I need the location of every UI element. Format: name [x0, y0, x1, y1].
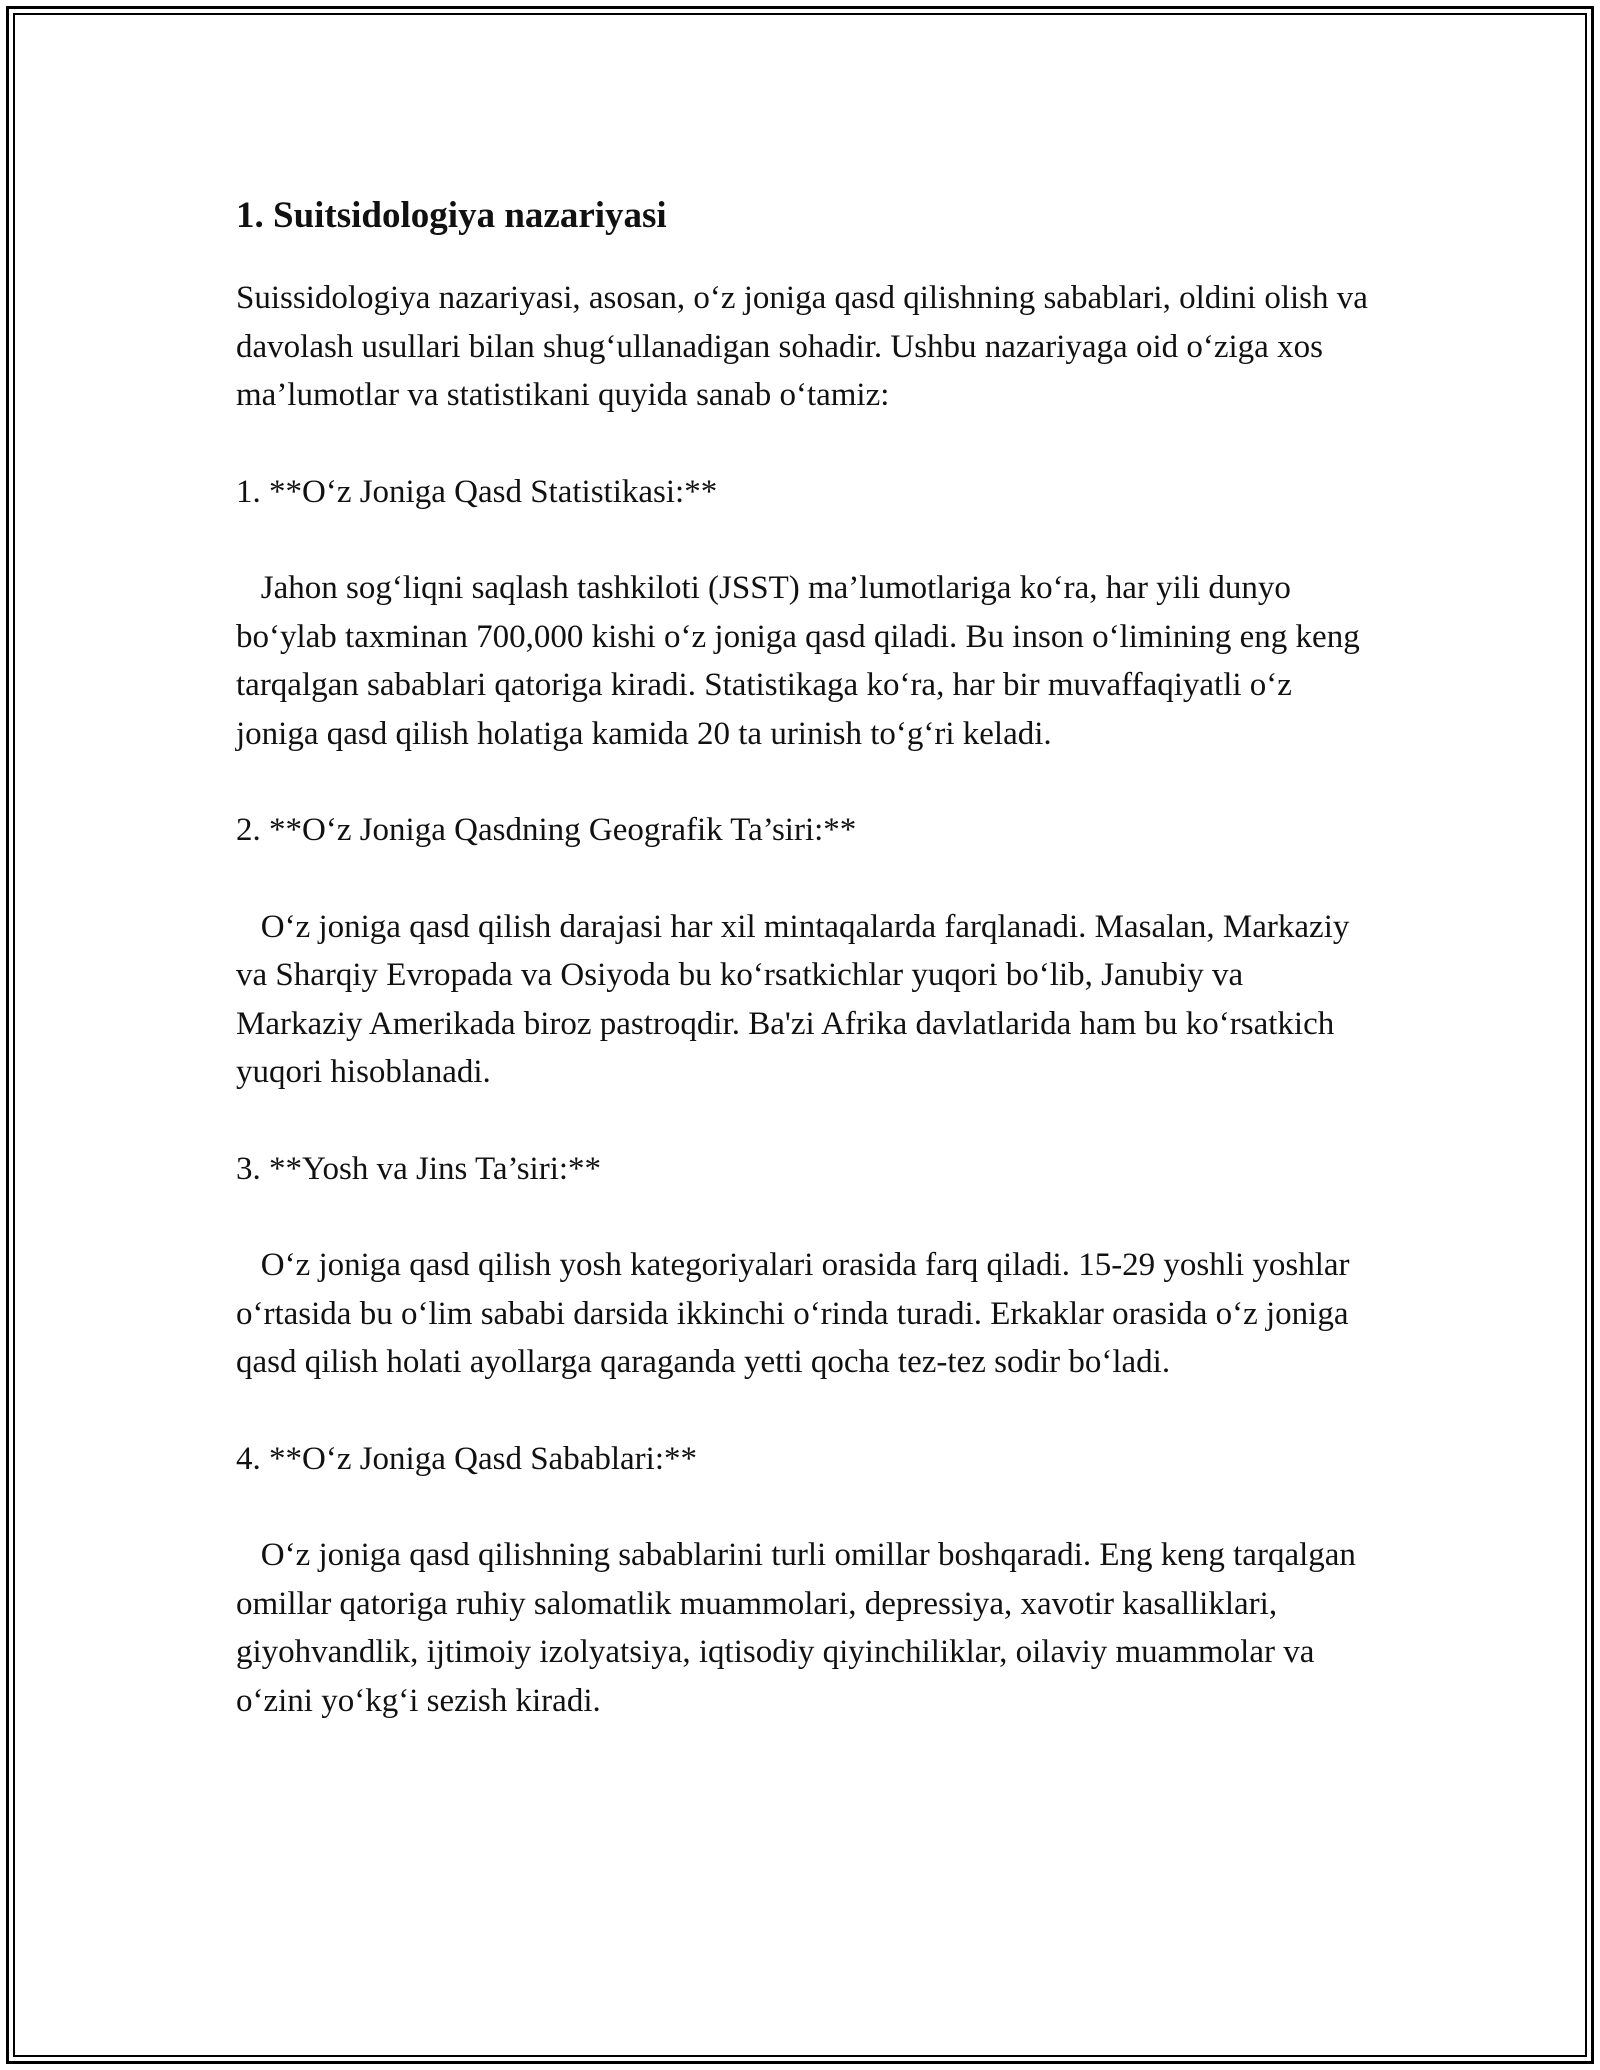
section-heading-age-gender: 3. **Yosh va Jins Ta’siri:**: [236, 1150, 602, 1187]
section-heading-geography: 2. **O‘z Joniga Qasdning Geografik Ta’siri:**: [236, 812, 857, 848]
document-title: 1. Suitsidologiya nazariyasi: [236, 195, 667, 236]
section-body-causes: O‘z joniga qasd qilishning sabablarini turli omillar boshqaradi. Eng keng tarqalgan omillar qatoriga ruhiy salomatlik muammolari, depressiya, xavotir kasalliklari, giyohvandlik, ijtimoiy izolyatsiya, iqtisodiy qiyinchiliklar, oilaviy muammolar va o‘zini yo‘kg‘i sezish kiradi.: [236, 1537, 1365, 1719]
document-body: [236, 188, 1376, 1773]
intro-paragraph: Suissidologiya nazariyasi, asosan, o‘z joniga qasd qilishning sabablari, oldini olish va davolash usullari bilan shug‘ullanadigan sohadir. Ushbu nazariyaga oid o‘ziga xos ma’lumotlar va statistikani quyida sanab o‘tamiz:: [236, 280, 1377, 413]
section-body-age-gender: O‘z joniga qasd qilish yosh kategoriyalari orasida farq qiladi. 15-29 yoshli yoshlar o‘rtasida bu o‘lim sababi darsida ikkinchi o‘rinda turadi. Erkaklar orasida o‘z joniga qasd qilish holati ayollarga qaraganda yetti qocha tez-tez sodir bo‘ladi.: [236, 1247, 1358, 1380]
section-heading-statistics: 1. **O‘z Joniga Qasd Statistikasi:**: [236, 473, 718, 510]
section-heading-causes: 4. **O‘z Joniga Qasd Sabablari:**: [236, 1440, 697, 1477]
section-body-geography: O‘z joniga qasd qilish darajasi har xil mintaqalarda farqlanadi. Masalan, Markaziy va Sharqiy Evropada va Osiyoda bu ko‘rsatkichlar yuqori bo‘lib, Janubiy va Markaziy Amerikada biroz pastroqdir. Ba'zi Afrika davlatlarida ham bu ko‘rsatkich yuqori hisoblanadi.: [236, 908, 1358, 1090]
section-body-statistics: Jahon sog‘liqni saqlash tashkiloti (JSST) ma’lumotlariga ko‘ra, har yili dunyo bo‘ylab taxminan 700,000 kishi o‘z joniga qasd qiladi. Bu inson o‘limining eng keng tarqalgan sabablari qatoriga kiradi. Statistikaga ko‘ra, har bir muvaffaqiyatli o‘z joniga qasd qilish holatiga kamida 20 ta urinish to‘g‘ri keladi.: [236, 570, 1368, 752]
